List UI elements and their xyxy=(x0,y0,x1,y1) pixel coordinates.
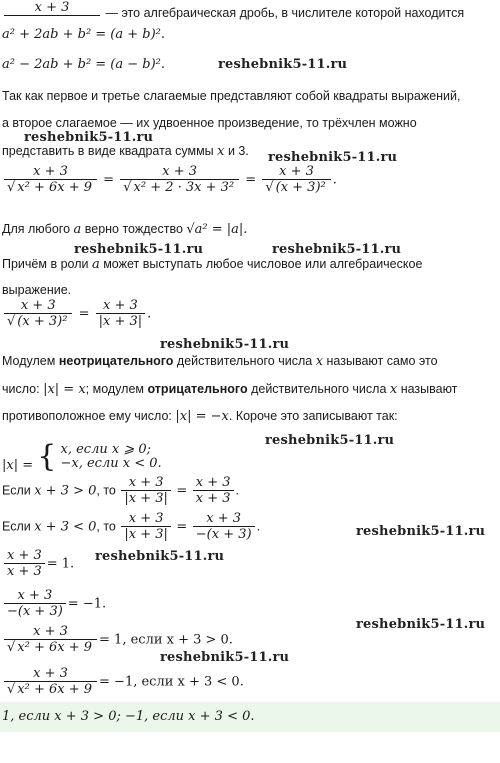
case-positive: Если x + 3 > 0, то $\frac{x + 3}{|x + 3|}$ = $\frac{x + 3}{x + 3}$ . xyxy=(2,475,240,506)
sqrt-icon: √ xyxy=(7,640,16,655)
watermark: reshebnik5-11.ru xyxy=(272,242,402,257)
watermark: reshebnik5-11.ru xyxy=(95,549,225,564)
watermark: reshebnik5-11.ru xyxy=(356,617,486,632)
equation-1: $\frac{x + 3}{\text{√ x² + 6x + 9}}$ = $\frac{x + 3}{\text{√ x² + 2 · 3x + 3²}}$ = $\frac{x + 3}{\text{√ (x + 3)²}}$ . xyxy=(2,164,337,196)
paragraph-5: Причём в роли a может выступать любое числовое или алгебраическое xyxy=(2,257,423,272)
intro-text: — это алгебраическая дробь, в числителе которой находится xyxy=(105,6,465,20)
sqrt-icon: √ xyxy=(265,180,274,195)
paragraph-3: представить в виде квадрата суммы x и 3. xyxy=(2,144,249,159)
equation-2: $\frac{x + 3}{\text{√ (x + 3)²}}$ = $\frac{x + 3}{|x + 3|}$ . xyxy=(2,298,151,330)
paragraph-6: выражение. xyxy=(2,283,72,297)
formula-square-diff: a² − 2ab + b² = (a − b)². xyxy=(2,57,166,72)
watermark: reshebnik5-11.ru xyxy=(265,433,395,448)
case-negative: Если x + 3 < 0, то $\frac{x + 3}{|x + 3|}$ = $\frac{x + 3}{-(x + 3)}$ . xyxy=(2,511,261,542)
watermark: reshebnik5-11.ru xyxy=(268,150,398,165)
answer: 1, если x + 3 > 0; −1, если x + 3 < 0. xyxy=(2,709,255,724)
paragraph-1: Так как первое и третье слагаемые представляют собой квадраты выражений, xyxy=(2,89,461,103)
sqrt-icon: √ xyxy=(7,180,16,195)
watermark: reshebnik5-11.ru xyxy=(160,650,290,665)
watermark: reshebnik5-11.ru xyxy=(160,337,290,352)
formula-square-sum: a² + 2ab + b² = (a + b)². xyxy=(2,27,166,42)
result-1: $\frac{x + 3}{x + 3}$ = 1. xyxy=(2,548,74,580)
paragraph-7: Модулем неотрицательного действительного числа x называют само это xyxy=(2,354,438,369)
fraction-intro: x + 3 xyxy=(4,0,100,18)
intro-line xyxy=(2,0,464,18)
sqrt-icon: √ xyxy=(123,180,132,195)
paragraph-9: противоположное ему число: |x| = −x. Короче это записывают так: xyxy=(2,409,398,424)
watermark: reshebnik5-11.ru xyxy=(74,242,204,257)
paragraph-8: число: |x| = x; модулем отрицательного действительного числа x называют xyxy=(2,382,458,397)
watermark: reshebnik5-11.ru xyxy=(356,524,486,539)
result-2: $\frac{x + 3}{-(x + 3)}$ = −1. xyxy=(2,588,106,620)
paragraph-4: Для любого a верно тождество √a² = |a|. xyxy=(2,222,248,237)
brace-icon: { xyxy=(37,439,57,474)
watermark: reshebnik5-11.ru xyxy=(24,130,154,145)
sqrt-icon: √ xyxy=(7,314,16,329)
result-4: $\frac{x + 3}{\text{√ x² + 6x + 9}}$ = −1, если x + 3 < 0. xyxy=(2,666,244,698)
paragraph-2: а второе слагаемое — их удвоенное произведение, то трёхчлен можно xyxy=(2,116,417,130)
modulus-definition: |x| = { x, если x ⩾ 0; −x, если x < 0. xyxy=(2,439,162,474)
result-3: $\frac{x + 3}{\text{√ x² + 6x + 9}}$ = 1, если x + 3 > 0. xyxy=(2,624,233,656)
sqrt-icon: √ xyxy=(7,682,16,697)
watermark: reshebnik5-11.ru xyxy=(218,57,348,72)
